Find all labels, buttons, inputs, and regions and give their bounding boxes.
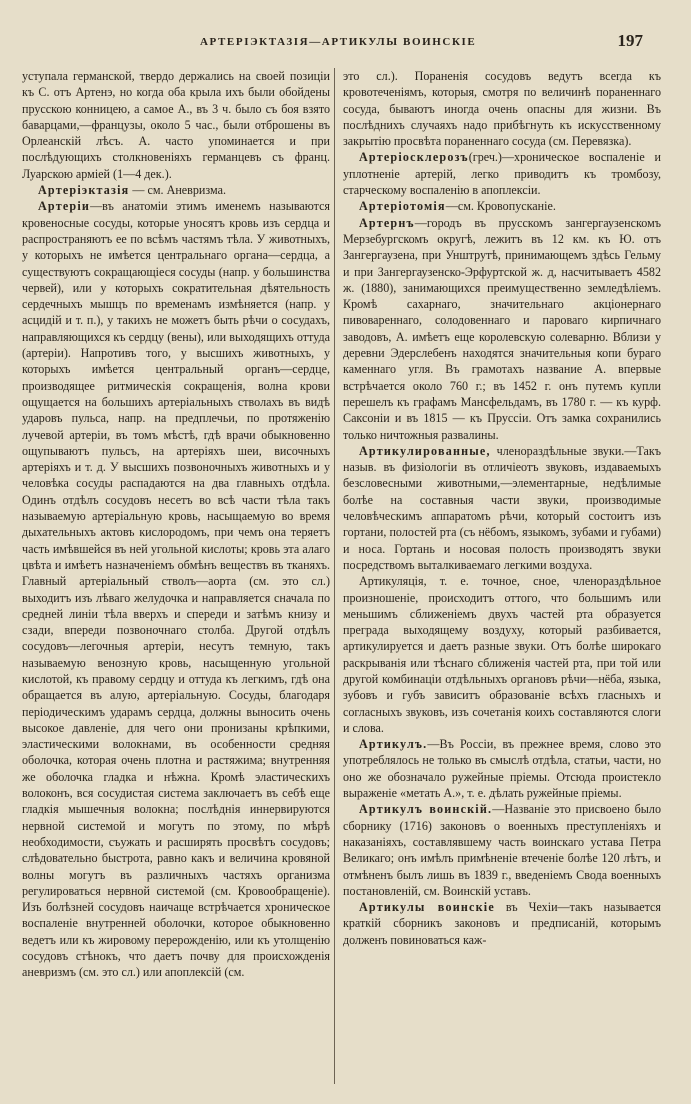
entry-body: въ Чехіи—такъ называется краткій сборникъ законовъ и предписаній, которымъ долженъ повиноваться каж- [343,900,661,947]
entry-body: —Названіе это присвоено было сборнику (1716) законовъ о военныхъ преступленіяхъ и наказаніяхъ, составлявшему часть воинскаго устава Петра Великаго; онъ имѣлъ примѣненіе втеченіе болѣе 120 лѣтъ, и отмѣненъ былъ лишь въ 1839 г., введеніемъ Свода военныхъ постановленій, см. Воинскій уставъ. [343,802,661,898]
dictionary-entry [343,801,661,899]
running-title: АРТЕРІЭКТАЗІЯ—АРТИКУЛЫ ВОИНСКІЕ [200,36,477,48]
entry-body: — см. Аневризма. [129,183,226,198]
page-number: 197 [617,31,643,50]
column-divider [334,68,335,1084]
entry-headword: Артеріотомія [359,199,446,214]
entry-body: —Въ Россіи, въ прежнее время, слово это употреблялось не только въ смыслѣ отдѣла, статьи, части, но оно же обозначало ружейные пріемы. Отсюда проистекло выраженіе «метать А.», т. е. дѣлать ружейные пріемы. [343,737,661,801]
continued-text [343,68,661,149]
dictionary-entry [343,149,661,198]
dictionary-entry [22,182,330,198]
right-column [343,68,661,948]
entry-body: это сл.). Пораненія сосудовъ ведутъ всегда къ кровотеченіямъ, которыя, смотря по величинѣ пораненнаго сосуда, бываютъ иногда очень опасны для жизни. Въ послѣднихъ случаяхъ надо прибѣгнуть къ искусственному закрытію просвѣта пораненнаго сосуда (см. Перевязка). [343,69,661,149]
dictionary-entry [343,198,661,214]
entry-body: (греч.)—хроническое воспаленіе и уплотненіе артерій, легко приводитъ къ тромбозу, старческому воспаленію в апоплексіи. [343,150,661,198]
dictionary-entry [343,736,661,801]
entry-headword: Артикулы воинскіе [359,900,495,915]
dictionary-entry [343,443,661,573]
entry-headword: Артеріи [38,199,91,214]
entry-headword: Артикулъ воинскій. [359,802,493,817]
dictionary-entry [343,215,661,443]
entry-body: уступала германской, твердо держались на своей позиціи къ С. отъ Артенэ, но когда оба крыла ихъ были обойдены прусскою конницею, а самое А., въ 3 ч. было съ боя взято баварцами,—французы, около 5 час., были отброшены въ Орлеанскій лѣсъ. А. часто упоминается и при послѣдующихъ столкновеніяхъ германцевъ съ франц. Луарскою арміей (1—4 дек.). [22,69,330,181]
dictionary-entry [343,899,661,948]
left-column [22,68,330,981]
entry-headword: Артеріосклерозъ [359,150,469,165]
entry-headword: Артеріэктазія [38,183,130,198]
entry-body: —городъ въ прусскомъ зангергаузенскомъ Мерзебургскомъ округѣ, лежитъ въ 12 км. къ Ю. отъ Зангергаузена, при Унштрутѣ, принимающемъ здѣсь Гельму и при Зангергаузенско-Эрфуртской ж. д, насчитываетъ 4582 ж. (1880), занимающихся преимущественно земледѣліемъ. Кромѣ сахарнаго, значительнаго акціонернаго пивовареннаго, солодовеннаго и пароваго кирпичнаго заводовъ, А. имѣетъ еще королевскую солеварню. Вблизи у деревни Эдерслебенъ находятся значительныя копи бураго каменнаго угля. Въ грамотахъ название А. впервые встрѣчается около 760 г.; въ 1452 г. онъ путемъ купли перешелъ къ графамъ Мансфельдамъ, въ 1780 г. — къ курф. Саксоніи и въ 1815 — къ Пруссіи. Отъ замка сохранились только ничтожныя развалины. [343,215,661,442]
entry-body: Артикуляція, т. е. точное, сное, членораздѣльное произношеніе, происходитъ оттого, что большимъ или меньшимъ сближеніемъ двухъ частей рта образуется преграда выходящему воздуху, который разбивается, артикулируется и даетъ разные звуки. Отъ болѣе широкаго раскрыванія или тѣснаго сближенія частей рта, при той или другой комбинаціи отдѣльныхъ органовъ рѣчи—нёба, языка, зубовъ и губъ зависитъ образованіе всѣхъ гласныхъ и согласныхъ звуковъ, изъ сочетанія коихъ составляются слоги и слова. [343,574,661,735]
dictionary-entry [343,573,661,736]
entry-headword: Артикулированные, [359,443,491,458]
page-header [0,31,691,56]
dictionary-entry [22,198,330,980]
entry-headword: Артернъ [359,215,415,230]
entry-body: —см. Кровопусканіе. [445,199,556,214]
entry-headword: Артикулъ. [359,737,428,752]
continued-text [22,68,330,182]
entry-body: —въ анатоміи этимъ именемъ называются кровеносные сосуды, которые уносятъ кровь изъ сердца и распространяютъ ее по всѣмъ частямъ тѣла. У животныхъ, у которыхъ не имѣется центральнаго органа—сердца, а существуютъ сокращающіеся сосуды (напр. у большинства червей), или у которыхъ сократительная дѣятельность сердечныхъ мышцъ по временамъ измѣняется (напр. у асцидій и т. п.), у такихъ не можетъ быть рѣчи о сосудахъ, направляющихся къ сердцу (вены), или выходящихъ оттуда (артеріи). Напротивъ того, у высшихъ животныхъ, у которыхъ имѣется центральный органъ—сердце, производящее ритмическія сокращенія, волна крови ощущается на большихъ артеріальныхъ стволахъ въ видѣ ударовъ пульса, напр. на предплечьи, по протяженію лучевой артеріи, въ томъ мѣстѣ, гдѣ врачи обыкновенно ощупываютъ пульсъ, на артеріяхъ шеи, височныхъ артеріяхъ и т. д. У высшихъ позвоночныхъ животныхъ и у человѣка сосуды распадаются на два главныхъ отдѣла. Одинъ отдѣлъ сосудовъ несетъ во всѣ части тѣла такъ называемую артеріальную кровь, насыщаемую во время дыхательныхъ актовъ кислородомъ, при чемъ она теряетъ часть имѣвшейся въ ней угольной кислоты; кровь эта алаго цвѣта и имѣетъ назначеніемъ обмѣнъ веществъ въ тканяхъ. Главный артеріальный стволъ—аорта (см. это сл.) выходитъ изъ лѣваго желудочка и направляется сначала по средней линіи тѣла вверхъ и спереди и затѣмъ книзу и сзади, впереди позвоночнаго столба. Другой отдѣлъ сосудовъ—легочныя артеріи, несутъ темную, такъ называемую венозную кровь, насыщенную угольной кислотой, къ правому сердцу и оттуда къ легкимъ, гдѣ она обращается въ алую, артеріальную. Сосуды, благодаря періодическимъ ударамъ сердца, должны выносить очень высокое давленіе, для чего они пронизаны крѣпкими, эластическими волокнами, въ особенности средняя оболочка, которая очень плотна и растяжима; внутренняя же оболочка гладка и нѣжна. Кромѣ эластическихъ волоконъ, вся сосудистая система заключаетъ въ себѣ еще гладкія мышечныя волокна; послѣднія иннервируются нервной системой и могутъ по этому, по мѣрѣ необходимости, съужать и расширять просвѣтъ сосудовъ; слѣдовательно быстрота, равно какъ и величина кровяной волны могутъ въ различныхъ частяхъ организма регулироваться нервной системой (см. Кровообращеніе). Изъ болѣзней сосудовъ наичаще встрѣчается хроническое воспаленіе внутренней оболочки, которое обыкновенно ведетъ или къ жировому перерожденію, или къ утолщенію сосудовъ стѣнокъ, что даетъ почву для происхожденія аневризмъ (см. это сл.) или апоплексій (см. [22,199,330,980]
entry-body: членораздѣльные звуки.—Такъ назыв. въ физіологіи въ отличіеотъ звуковъ, издаваемыхъ безсловесными животными,—элементарные, недѣлимые болѣе на составныя части звуки, производимые человѣческимъ аппаратомъ рѣчи, который состоитъ изъ гортани, полостей рта (съ нёбомъ, языкомъ, зубами и губами) и носа. Гортань и носовая полость производятъ звуки посредствомъ выталкиваемаго легкими воздуха. [343,443,661,572]
